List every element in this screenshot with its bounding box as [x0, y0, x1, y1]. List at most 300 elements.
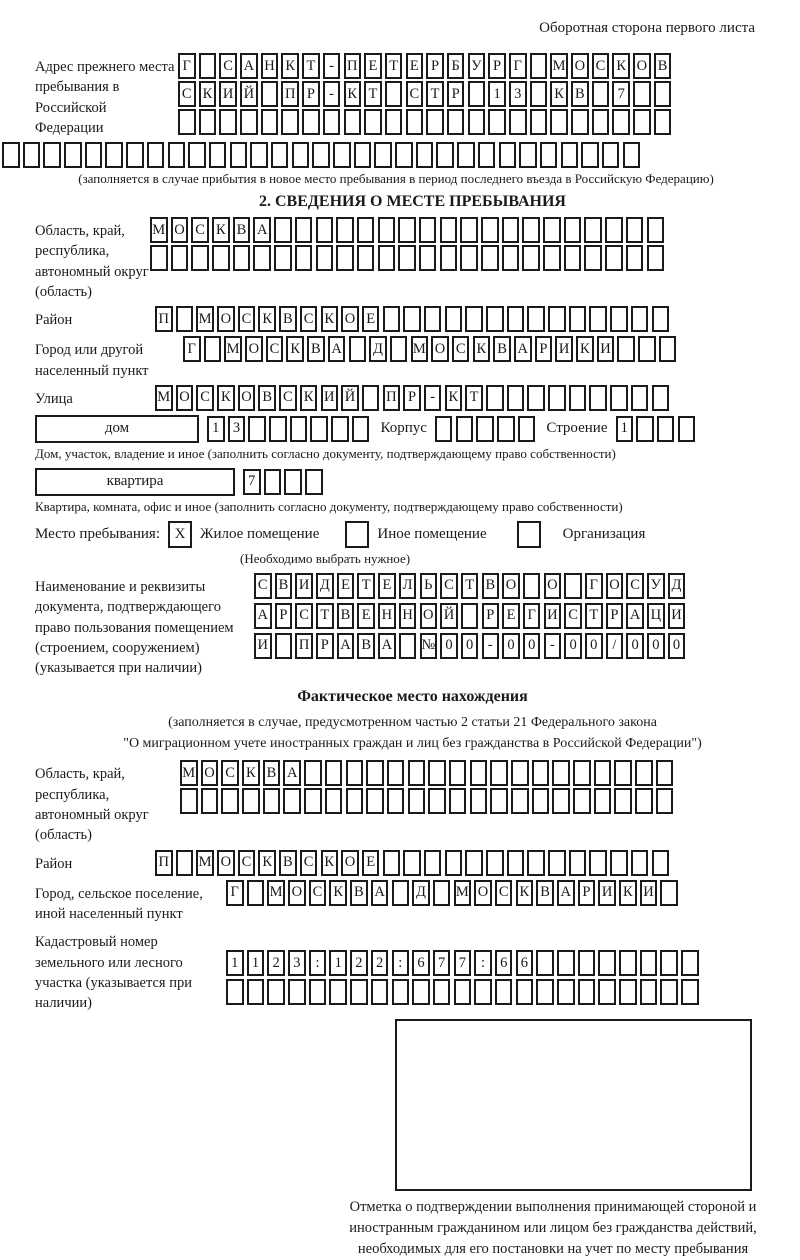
char-box[interactable]	[323, 109, 341, 135]
char-box[interactable]	[552, 760, 570, 786]
char-box[interactable]	[362, 385, 380, 411]
char-box[interactable]	[454, 979, 472, 1005]
char-box[interactable]	[490, 760, 508, 786]
char-box[interactable]	[598, 950, 616, 976]
char-box[interactable]	[398, 217, 416, 243]
char-box[interactable]: С	[626, 573, 644, 599]
char-box[interactable]	[486, 306, 504, 332]
char-box[interactable]	[598, 979, 616, 1005]
char-box[interactable]	[660, 979, 678, 1005]
char-box[interactable]: Й	[341, 385, 359, 411]
char-box[interactable]: 1	[329, 950, 347, 976]
char-box[interactable]	[408, 788, 426, 814]
char-box[interactable]	[433, 880, 451, 906]
char-box[interactable]	[594, 760, 612, 786]
char-box[interactable]	[240, 109, 258, 135]
char-box[interactable]: А	[254, 603, 272, 629]
char-box[interactable]: -	[323, 81, 341, 107]
char-box[interactable]: 1	[488, 81, 506, 107]
char-box[interactable]: М	[196, 306, 214, 332]
char-box[interactable]: П	[295, 633, 313, 659]
char-box[interactable]	[569, 306, 587, 332]
char-box[interactable]: 0	[585, 633, 603, 659]
char-box[interactable]: 3	[288, 950, 306, 976]
char-box[interactable]	[378, 217, 396, 243]
char-box[interactable]	[440, 245, 458, 271]
char-box[interactable]: Й	[240, 81, 258, 107]
char-box[interactable]	[460, 217, 478, 243]
char-box[interactable]: И	[668, 603, 686, 629]
char-box[interactable]: 7	[243, 469, 261, 495]
char-box[interactable]	[403, 850, 421, 876]
char-box[interactable]: 0	[647, 633, 665, 659]
char-box[interactable]: 0	[668, 633, 686, 659]
char-box[interactable]: В	[307, 336, 325, 362]
char-box[interactable]	[336, 245, 354, 271]
char-box[interactable]	[352, 416, 370, 442]
char-box[interactable]: К	[576, 336, 594, 362]
char-box[interactable]: К	[286, 336, 304, 362]
char-box[interactable]	[23, 142, 41, 168]
char-box[interactable]	[635, 788, 653, 814]
char-box[interactable]: Т	[461, 573, 479, 599]
char-box[interactable]: Т	[364, 81, 382, 107]
char-box[interactable]	[522, 217, 540, 243]
char-box[interactable]: И	[254, 633, 272, 659]
char-box[interactable]: К	[321, 850, 339, 876]
char-box[interactable]: В	[654, 53, 672, 79]
char-box[interactable]: Р	[535, 336, 553, 362]
char-box[interactable]	[392, 979, 410, 1005]
char-box[interactable]	[656, 788, 674, 814]
char-box[interactable]	[385, 81, 403, 107]
char-box[interactable]: Ь	[420, 573, 438, 599]
char-box[interactable]	[633, 81, 651, 107]
char-box[interactable]	[527, 385, 545, 411]
char-box[interactable]: Г	[226, 880, 244, 906]
char-box[interactable]	[349, 336, 367, 362]
char-box[interactable]: К	[258, 306, 276, 332]
char-box[interactable]	[681, 979, 699, 1005]
char-box[interactable]	[171, 245, 189, 271]
char-box[interactable]	[325, 760, 343, 786]
char-box[interactable]	[659, 336, 677, 362]
char-box[interactable]: О	[171, 217, 189, 243]
char-box[interactable]	[316, 245, 334, 271]
char-box[interactable]	[445, 306, 463, 332]
char-box[interactable]	[564, 573, 582, 599]
char-box[interactable]: М	[267, 880, 285, 906]
char-box[interactable]	[366, 788, 384, 814]
char-box[interactable]: С	[495, 880, 513, 906]
char-box[interactable]	[652, 385, 670, 411]
char-box[interactable]	[633, 109, 651, 135]
char-box[interactable]: М	[224, 336, 242, 362]
char-box[interactable]	[488, 109, 506, 135]
char-box[interactable]	[295, 217, 313, 243]
char-box[interactable]	[267, 979, 285, 1005]
char-box[interactable]	[292, 142, 310, 168]
char-box[interactable]	[331, 416, 349, 442]
char-box[interactable]	[247, 979, 265, 1005]
char-box[interactable]: С	[564, 603, 582, 629]
char-box[interactable]: Е	[362, 306, 380, 332]
char-box[interactable]	[619, 979, 637, 1005]
char-box[interactable]	[64, 142, 82, 168]
char-box[interactable]	[333, 142, 351, 168]
char-box[interactable]	[261, 81, 279, 107]
char-box[interactable]	[199, 109, 217, 135]
char-box[interactable]: Т	[426, 81, 444, 107]
char-box[interactable]	[657, 416, 675, 442]
char-box[interactable]: 2	[267, 950, 285, 976]
char-box[interactable]	[43, 142, 61, 168]
char-box[interactable]	[364, 109, 382, 135]
char-box[interactable]: И	[555, 336, 573, 362]
char-box[interactable]	[592, 109, 610, 135]
char-box[interactable]	[305, 469, 323, 495]
char-box[interactable]: У	[647, 573, 665, 599]
char-box[interactable]	[481, 245, 499, 271]
char-box[interactable]	[511, 788, 529, 814]
char-box[interactable]: У	[468, 53, 486, 79]
char-box[interactable]	[387, 760, 405, 786]
char-box[interactable]	[309, 979, 327, 1005]
char-box[interactable]: 0	[502, 633, 520, 659]
char-box[interactable]	[589, 385, 607, 411]
char-box[interactable]	[610, 306, 628, 332]
char-box[interactable]	[578, 950, 596, 976]
char-box[interactable]	[617, 336, 635, 362]
char-box[interactable]	[619, 950, 637, 976]
char-box[interactable]: К	[300, 385, 318, 411]
char-box[interactable]	[221, 788, 239, 814]
char-box[interactable]: С	[191, 217, 209, 243]
char-box[interactable]	[550, 109, 568, 135]
char-box[interactable]	[304, 760, 322, 786]
char-box[interactable]: К	[329, 880, 347, 906]
char-box[interactable]	[329, 979, 347, 1005]
char-box[interactable]	[481, 217, 499, 243]
char-box[interactable]: О	[633, 53, 651, 79]
char-box[interactable]	[543, 245, 561, 271]
char-box[interactable]	[290, 416, 308, 442]
char-box[interactable]: Г	[523, 603, 541, 629]
char-box[interactable]	[509, 109, 527, 135]
char-box[interactable]: О	[288, 880, 306, 906]
char-box[interactable]: И	[598, 880, 616, 906]
char-box[interactable]	[511, 760, 529, 786]
char-box[interactable]	[638, 336, 656, 362]
char-box[interactable]: О	[606, 573, 624, 599]
char-box[interactable]: О	[431, 336, 449, 362]
char-box[interactable]: Е	[502, 603, 520, 629]
char-box[interactable]: М	[196, 850, 214, 876]
char-box[interactable]	[191, 245, 209, 271]
char-box[interactable]: 1	[616, 416, 634, 442]
dwelling-checkbox[interactable]: X	[168, 521, 192, 548]
char-box[interactable]	[212, 245, 230, 271]
char-box[interactable]: Р	[482, 603, 500, 629]
char-box[interactable]: К	[550, 81, 568, 107]
char-box[interactable]: О	[571, 53, 589, 79]
char-box[interactable]: Г	[178, 53, 196, 79]
char-box[interactable]: Р	[403, 385, 421, 411]
char-box[interactable]: К	[516, 880, 534, 906]
char-box[interactable]: 3	[228, 416, 246, 442]
char-box[interactable]	[626, 217, 644, 243]
char-box[interactable]	[178, 109, 196, 135]
char-box[interactable]: С	[178, 81, 196, 107]
char-box[interactable]	[199, 53, 217, 79]
char-box[interactable]	[631, 385, 649, 411]
char-box[interactable]: 1	[226, 950, 244, 976]
char-box[interactable]: К	[242, 760, 260, 786]
char-box[interactable]: А	[557, 880, 575, 906]
char-box[interactable]	[569, 850, 587, 876]
char-box[interactable]	[461, 603, 479, 629]
char-box[interactable]: /	[606, 633, 624, 659]
char-box[interactable]: С	[219, 53, 237, 79]
char-box[interactable]: С	[196, 385, 214, 411]
char-box[interactable]: В	[493, 336, 511, 362]
char-box[interactable]	[605, 217, 623, 243]
char-box[interactable]: В	[482, 573, 500, 599]
char-box[interactable]: К	[217, 385, 235, 411]
char-box[interactable]	[242, 788, 260, 814]
char-box[interactable]	[126, 142, 144, 168]
dom-box[interactable]: дом	[35, 415, 199, 443]
char-box[interactable]: 7	[454, 950, 472, 976]
char-box[interactable]: А	[328, 336, 346, 362]
char-box[interactable]: 0	[626, 633, 644, 659]
char-box[interactable]	[378, 245, 396, 271]
char-box[interactable]: В	[357, 633, 375, 659]
char-box[interactable]	[465, 850, 483, 876]
char-box[interactable]: О	[341, 850, 359, 876]
char-box[interactable]	[584, 245, 602, 271]
char-box[interactable]	[614, 760, 632, 786]
char-box[interactable]: И	[597, 336, 615, 362]
char-box[interactable]: 1	[207, 416, 225, 442]
char-box[interactable]: 0	[461, 633, 479, 659]
char-box[interactable]	[548, 385, 566, 411]
char-box[interactable]: К	[344, 81, 362, 107]
char-box[interactable]	[403, 306, 421, 332]
char-box[interactable]: Е	[337, 573, 355, 599]
char-box[interactable]: А	[626, 603, 644, 629]
char-box[interactable]	[660, 880, 678, 906]
char-box[interactable]: М	[150, 217, 168, 243]
char-box[interactable]	[310, 416, 328, 442]
char-box[interactable]	[269, 416, 287, 442]
char-box[interactable]	[573, 760, 591, 786]
char-box[interactable]: Т	[465, 385, 483, 411]
char-box[interactable]	[406, 109, 424, 135]
char-box[interactable]: 6	[412, 950, 430, 976]
char-box[interactable]: Т	[357, 573, 375, 599]
char-box[interactable]: Д	[668, 573, 686, 599]
char-box[interactable]	[564, 245, 582, 271]
char-box[interactable]: О	[502, 573, 520, 599]
char-box[interactable]: П	[155, 850, 173, 876]
char-box[interactable]: Р	[302, 81, 320, 107]
char-box[interactable]: П	[281, 81, 299, 107]
char-box[interactable]	[449, 788, 467, 814]
char-box[interactable]	[408, 760, 426, 786]
char-box[interactable]: И	[640, 880, 658, 906]
char-box[interactable]	[247, 880, 265, 906]
char-box[interactable]	[316, 217, 334, 243]
char-box[interactable]	[660, 950, 678, 976]
char-box[interactable]	[284, 469, 302, 495]
char-box[interactable]	[281, 109, 299, 135]
char-box[interactable]: О	[238, 385, 256, 411]
char-box[interactable]	[336, 217, 354, 243]
char-box[interactable]: Д	[369, 336, 387, 362]
char-box[interactable]	[428, 788, 446, 814]
char-box[interactable]: А	[283, 760, 301, 786]
char-box[interactable]	[261, 109, 279, 135]
char-box[interactable]	[274, 217, 292, 243]
char-box[interactable]	[233, 245, 251, 271]
char-box[interactable]	[518, 416, 536, 442]
char-box[interactable]	[180, 788, 198, 814]
char-box[interactable]	[502, 217, 520, 243]
char-box[interactable]: Л	[399, 573, 417, 599]
char-box[interactable]	[495, 979, 513, 1005]
char-box[interactable]: 0	[564, 633, 582, 659]
char-box[interactable]: С	[300, 850, 318, 876]
char-box[interactable]	[636, 416, 654, 442]
char-box[interactable]	[470, 788, 488, 814]
char-box[interactable]: С	[452, 336, 470, 362]
char-box[interactable]: 6	[495, 950, 513, 976]
char-box[interactable]	[456, 416, 474, 442]
char-box[interactable]: 7	[612, 81, 630, 107]
char-box[interactable]: И	[544, 603, 562, 629]
char-box[interactable]	[532, 760, 550, 786]
char-box[interactable]	[486, 850, 504, 876]
char-box[interactable]	[571, 109, 589, 135]
char-box[interactable]	[476, 416, 494, 442]
char-box[interactable]: К	[281, 53, 299, 79]
char-box[interactable]: М	[180, 760, 198, 786]
char-box[interactable]	[557, 979, 575, 1005]
char-box[interactable]	[85, 142, 103, 168]
char-box[interactable]	[398, 245, 416, 271]
char-box[interactable]	[468, 109, 486, 135]
char-box[interactable]	[507, 385, 525, 411]
char-box[interactable]: С	[238, 850, 256, 876]
char-box[interactable]	[357, 245, 375, 271]
char-box[interactable]	[654, 109, 672, 135]
char-box[interactable]	[543, 217, 561, 243]
char-box[interactable]: Б	[447, 53, 465, 79]
char-box[interactable]: И	[321, 385, 339, 411]
char-box[interactable]	[105, 142, 123, 168]
char-box[interactable]	[527, 306, 545, 332]
char-box[interactable]	[592, 81, 610, 107]
char-box[interactable]	[271, 142, 289, 168]
char-box[interactable]	[678, 416, 696, 442]
char-box[interactable]: 2	[371, 950, 389, 976]
char-box[interactable]: М	[411, 336, 429, 362]
char-box[interactable]	[614, 788, 632, 814]
char-box[interactable]	[610, 385, 628, 411]
char-box[interactable]	[253, 245, 271, 271]
char-box[interactable]: №	[420, 633, 438, 659]
char-box[interactable]	[419, 245, 437, 271]
char-box[interactable]: Е	[364, 53, 382, 79]
char-box[interactable]: М	[550, 53, 568, 79]
char-box[interactable]: Е	[357, 603, 375, 629]
char-box[interactable]	[497, 416, 515, 442]
char-box[interactable]	[399, 633, 417, 659]
other-premises-checkbox[interactable]	[345, 521, 369, 548]
char-box[interactable]	[612, 109, 630, 135]
char-box[interactable]	[383, 306, 401, 332]
char-box[interactable]	[176, 306, 194, 332]
char-box[interactable]: Р	[488, 53, 506, 79]
char-box[interactable]: О	[341, 306, 359, 332]
char-box[interactable]	[312, 142, 330, 168]
char-box[interactable]: :	[392, 950, 410, 976]
char-box[interactable]: 2	[350, 950, 368, 976]
char-box[interactable]: О	[201, 760, 219, 786]
char-box[interactable]	[561, 142, 579, 168]
char-box[interactable]: К	[445, 385, 463, 411]
char-box[interactable]	[635, 760, 653, 786]
char-box[interactable]: -	[482, 633, 500, 659]
char-box[interactable]: 7	[433, 950, 451, 976]
char-box[interactable]: Г	[509, 53, 527, 79]
char-box[interactable]	[371, 979, 389, 1005]
char-box[interactable]	[383, 850, 401, 876]
char-box[interactable]	[478, 142, 496, 168]
char-box[interactable]	[426, 109, 444, 135]
char-box[interactable]	[486, 385, 504, 411]
char-box[interactable]	[325, 788, 343, 814]
char-box[interactable]: В	[233, 217, 251, 243]
char-box[interactable]	[536, 979, 554, 1005]
char-box[interactable]	[490, 788, 508, 814]
char-box[interactable]	[395, 142, 413, 168]
char-box[interactable]: А	[371, 880, 389, 906]
char-box[interactable]: В	[337, 603, 355, 629]
char-box[interactable]: А	[240, 53, 258, 79]
char-box[interactable]: 6	[516, 950, 534, 976]
char-box[interactable]	[304, 788, 322, 814]
char-box[interactable]	[346, 760, 364, 786]
char-box[interactable]	[274, 245, 292, 271]
char-box[interactable]: С	[295, 603, 313, 629]
char-box[interactable]: А	[378, 633, 396, 659]
char-box[interactable]	[226, 979, 244, 1005]
char-box[interactable]: Т	[302, 53, 320, 79]
char-box[interactable]	[250, 142, 268, 168]
char-box[interactable]	[176, 850, 194, 876]
char-box[interactable]: Р	[316, 633, 334, 659]
char-box[interactable]: Е	[362, 850, 380, 876]
char-box[interactable]	[302, 109, 320, 135]
char-box[interactable]: К	[473, 336, 491, 362]
char-box[interactable]: Т	[316, 603, 334, 629]
char-box[interactable]: С	[440, 573, 458, 599]
char-box[interactable]	[346, 788, 364, 814]
char-box[interactable]: Р	[275, 603, 293, 629]
char-box[interactable]: Н	[378, 603, 396, 629]
